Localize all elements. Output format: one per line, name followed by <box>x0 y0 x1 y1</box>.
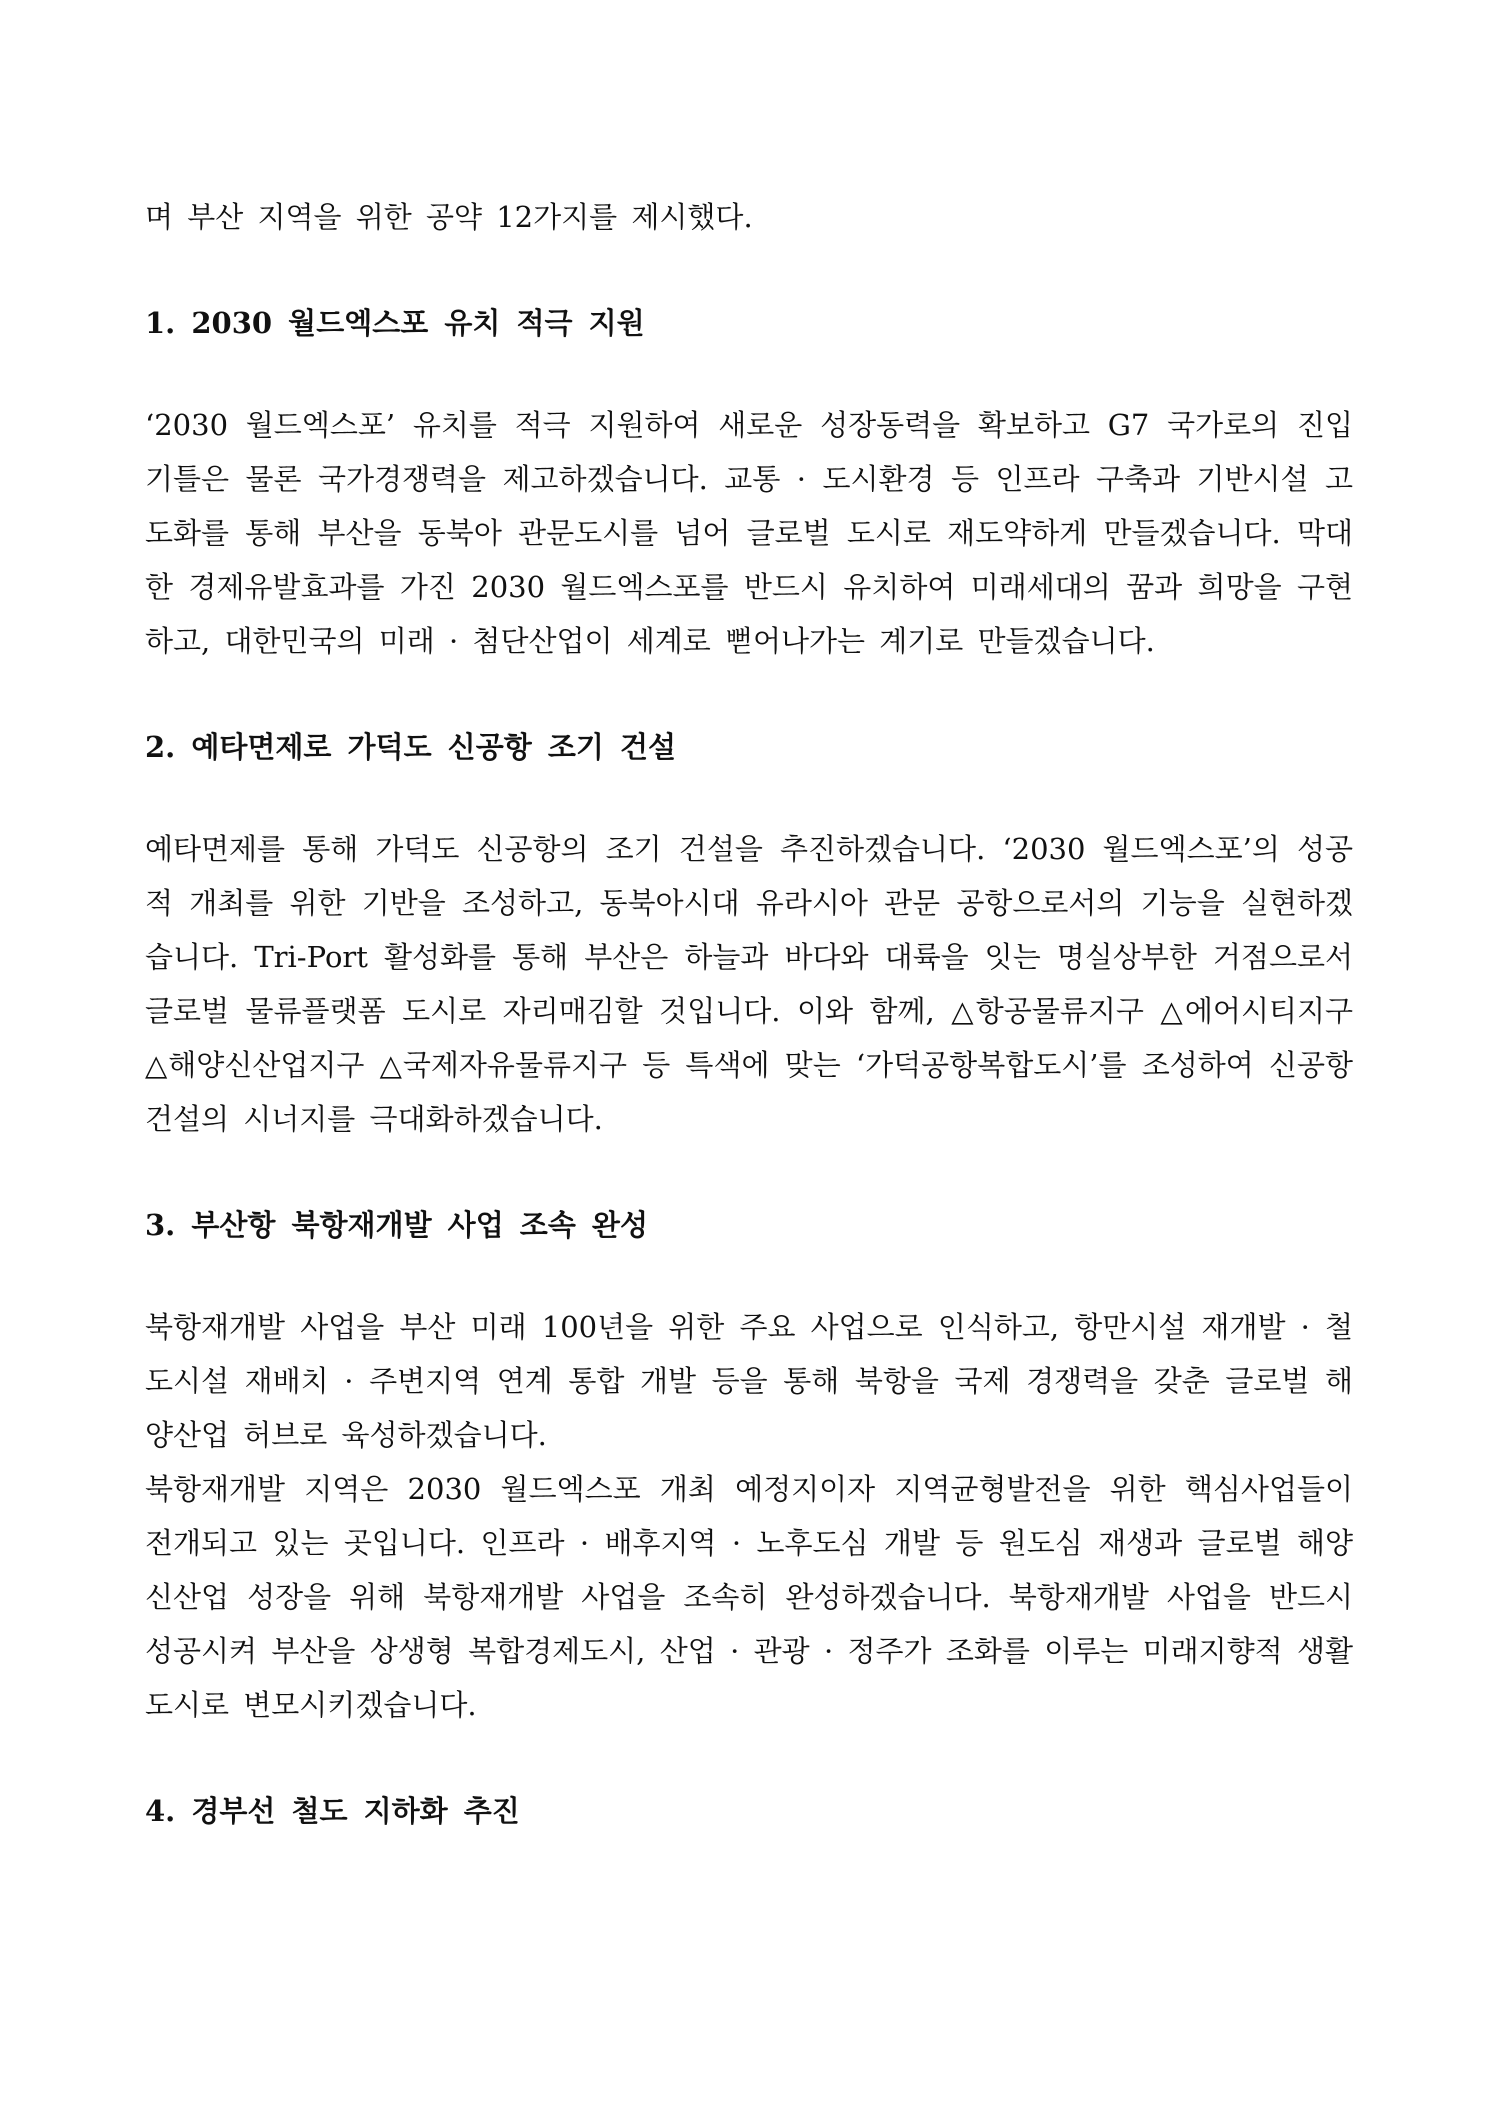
section-3-heading: 3. 부산항 북항재개발 사업 조속 완성 <box>145 1208 648 1242</box>
section-3-paragraph-2: 북항재개발 지역은 2030 월드엑스포 개최 예정지이자 지역균형발전을 위한 핵심사업들이 전개되고 있는 곳입니다. 인프라 · 배후지역 · 노후도심 개발 등 원도심 재생과 글로벌 해양신산업 성장을 위해 북항재개발 사업을 조속히 완성하겠습니다. 북항재개발 사업을 반드시 성공시켜 부산을 상생형 복합경제도시, 산업 · 관광 · 정주가 조화를 이루는 미래지향적 생활도시로 변모시키겠습니다. <box>145 1472 1353 1722</box>
section-4-heading: 4. 경부선 철도 지하화 추진 <box>145 1794 520 1828</box>
document-body <box>145 190 1353 1890</box>
section-1-heading: 1. 2030 월드엑스포 유치 적극 지원 <box>145 306 645 340</box>
intro-line: 며 부산 지역을 위한 공약 12가지를 제시했다. <box>145 200 753 234</box>
section-1 <box>145 296 1353 668</box>
section-1-paragraph-1: ‘2030 월드엑스포’ 유치를 적극 지원하여 새로운 성장동력을 확보하고 G7 국가로의 진입 기틀은 물론 국가경쟁력을 제고하겠습니다. 교통 · 도시환경 등 인프라 구축과 기반시설 고도화를 통해 부산을 동북아 관문도시를 넘어 글로벌 도시로 재도약하게 만들겠습니다. 막대한 경제유발효과를 가진 2030 월드엑스포를 반드시 유치하여 미래세대의 꿈과 희망을 구현하고, 대한민국의 미래 · 첨단산업이 세계로 뻗어나가는 계기로 만들겠습니다. <box>145 408 1353 658</box>
section-3 <box>145 1198 1353 1732</box>
section-3-paragraph-1: 북항재개발 사업을 부산 미래 100년을 위한 주요 사업으로 인식하고, 항만시설 재개발 · 철도시설 재배치 · 주변지역 연계 통합 개발 등을 통해 북항을 국제 경쟁력을 갖춘 글로벌 해양산업 허브로 육성하겠습니다. <box>145 1310 1353 1452</box>
section-2-paragraph-1: 예타면제를 통해 가덕도 신공항의 조기 건설을 추진하겠습니다. ‘2030 월드엑스포’의 성공적 개최를 위한 기반을 조성하고, 동북아시대 유라시아 관문 공항으로서의 기능을 실현하겠습니다. Tri-Port 활성화를 통해 부산은 하늘과 바다와 대륙을 잇는 명실상부한 거점으로서 글로벌 물류플랫폼 도시로 자리매김할 것입니다. 이와 함께, △항공물류지구 △에어시티지구 △해양신산업지구 △국제자유물류지구 등 특색에 맞는 ‘가덕공항복합도시’를 조성하여 신공항 건설의 시너지를 극대화하겠습니다. <box>145 832 1353 1136</box>
section-2-heading: 2. 예타면제로 가덕도 신공항 조기 건설 <box>145 730 676 764</box>
section-4 <box>145 1784 1353 1838</box>
section-2 <box>145 720 1353 1146</box>
